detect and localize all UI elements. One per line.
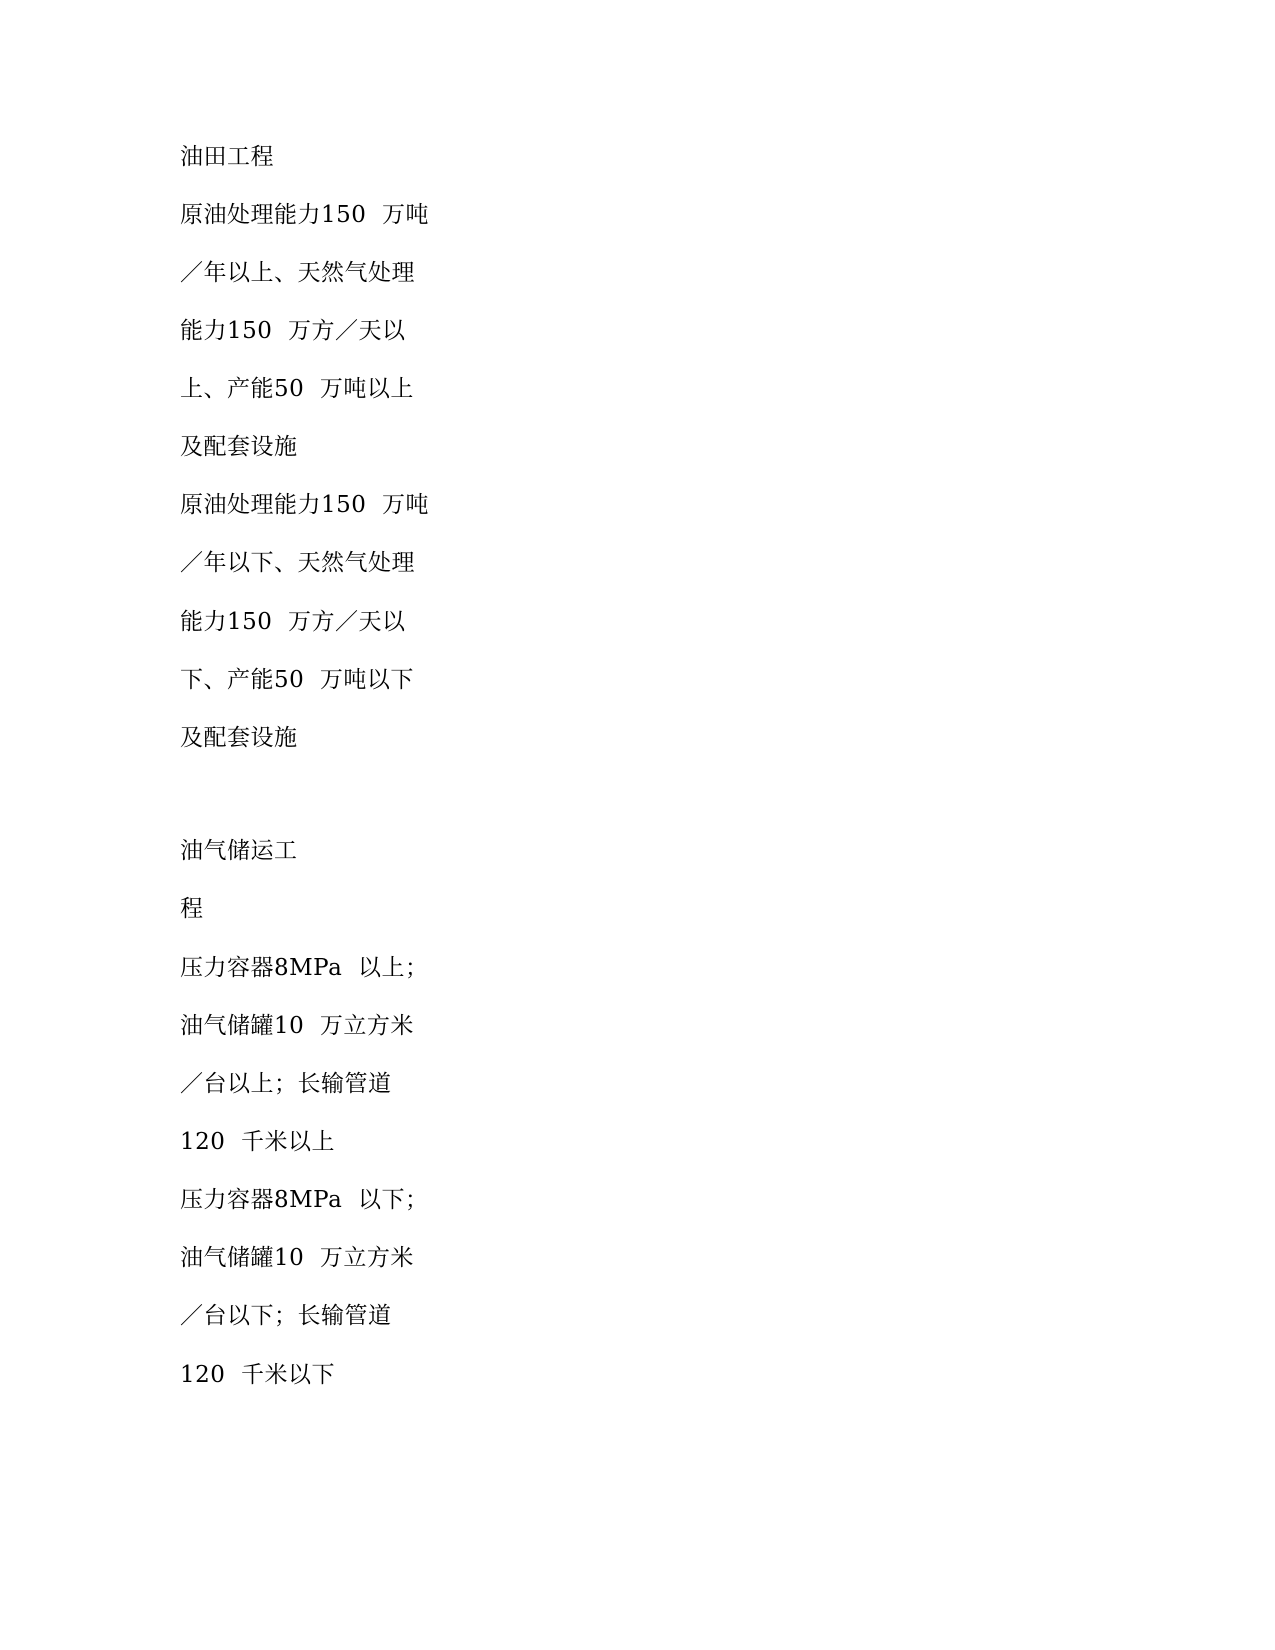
text-line: ／台以下；长输管道 (180, 1303, 392, 1329)
text-line: 油气储罐10 万立方米 (180, 1245, 414, 1271)
text-line: 压力容器8MPa 以下； (180, 1187, 429, 1213)
text-line: 油气储罐10 万立方米 (180, 1013, 414, 1039)
section-title-storage-line: 油气储运工 (180, 838, 298, 864)
section-title-storage-line: 程 (180, 896, 204, 922)
text-line: 上、产能50 万吨以上 (180, 376, 414, 402)
text-line: ／年以上、天然气处理 (180, 260, 415, 286)
text-line: 及配套设施 (180, 434, 298, 460)
text-line: ／台以上；长输管道 (180, 1071, 392, 1097)
text-line: 120 千米以上 (180, 1129, 336, 1155)
text-line: 能力150 万方／天以 (180, 318, 406, 344)
text-line: 下、产能50 万吨以下 (180, 667, 414, 693)
text-line: 原油处理能力150 万吨 (180, 492, 430, 518)
section-title-oilfield: 油田工程 (180, 144, 274, 170)
text-line: 原油处理能力150 万吨 (180, 202, 430, 228)
text-line: ／年以下、天然气处理 (180, 550, 415, 576)
text-line: 压力容器8MPa 以上； (180, 955, 429, 981)
text-line: 120 千米以下 (180, 1362, 336, 1388)
text-line: 能力150 万方／天以 (180, 609, 406, 635)
text-line: 及配套设施 (180, 725, 298, 751)
